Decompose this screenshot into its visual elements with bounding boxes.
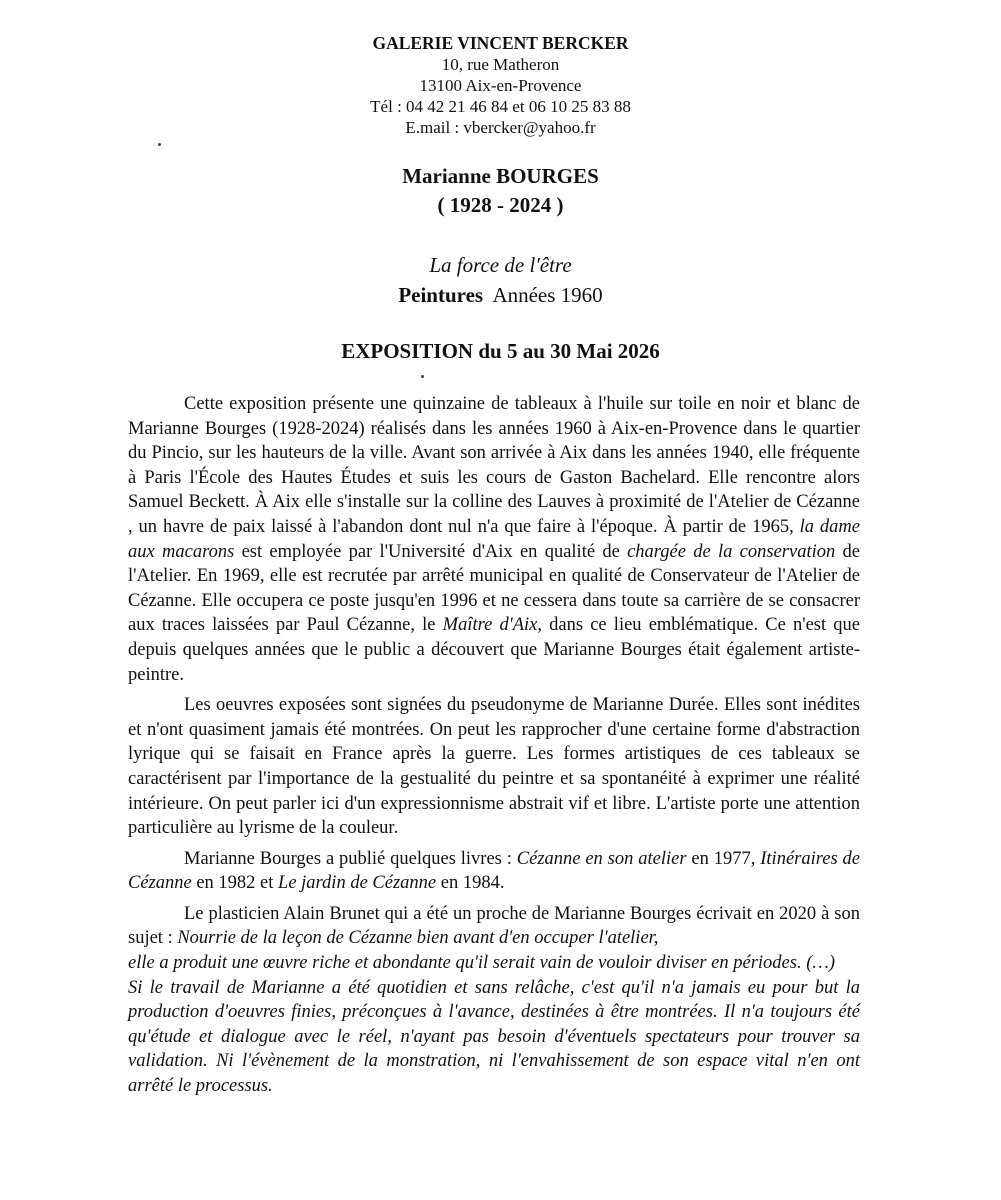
- p4-intro: Le plasticien Alain Brunet qui a été un proche de Marianne Bourges écrivait en 2020 à son sujet :: [128, 903, 860, 949]
- p3-text-c: en 1977,: [686, 848, 761, 869]
- book-title-1: Cézanne en son atelier: [516, 848, 687, 869]
- works-label: Peintures: [398, 283, 484, 307]
- gallery-street: 10, rue Matheron: [441, 55, 560, 74]
- exhibition-title: EXPOSITION du 5 au 30 Mai 2026: [341, 339, 660, 363]
- subtitle-block: [0, 250, 1001, 310]
- quote-line-2: [128, 951, 860, 976]
- works-line: [0, 280, 1001, 310]
- speck-mark: [158, 143, 161, 146]
- gallery-city: 13100 Aix-en-Provence: [419, 76, 582, 95]
- p3-text-a: Marianne Bourges a publié quelques livres :: [184, 848, 517, 869]
- paragraph-2: Les oeuvres exposées sont signées du pseudonyme de Marianne Durée. Elles sont inédites et n'ont quasiment jamais été montrées. On peut les rapprocher d'une certaine forme d'abstraction lyrique qui se faisait en France après la guerre. Les formes artistiques de ces tableaux se caractérisent par l'importance de la gestualité du peintre et sa spontanéité à exprimer une réalité intérieure. On peut parler ici d'un expressionnisme abstrait vif et libre. L'artiste porte une attention particulière au lyrisme de la couleur.: [128, 695, 860, 839]
- p1-italic-maitre: Maître d'Aix,: [442, 615, 542, 636]
- p1-text-a: Cette exposition présente une quinzaine de tableaux à l'huile sur toile en noir et blanc de Marianne Bourges (1928-2024) réalisés dans les années 1960 à Aix-en-Provence dans le quartier du Pincio, sur les hauteurs de la ville. Avant son arrivée à Aix dans les années 1940, elle fréquente à Paris l'École des Hautes Études et suis les cours de Gaston Bachelard. Elle rencontre alors Samuel Beckett. À Aix elle s'installe sur la colline des Lauves à proximité de l'Atelier de Cézanne , un havre de paix laissé à l'abandon dont nul n'a que faire à l'époque. À partir de 1965,: [128, 394, 860, 537]
- works-period: Années 1960: [492, 283, 603, 307]
- gallery-phone: Tél : 04 42 21 46 84 et 06 10 25 83 88: [370, 97, 631, 116]
- speck-mark: [421, 375, 424, 378]
- paragraph-1: [128, 392, 860, 687]
- quote-line-3-text: Si le travail de Marianne a été quotidien et sans relâche, c'est qu'il n'a jamais eu pour but la production d'oeuvres finies, préconçues à l'avance, destinées à être montrées. Il n'a toujours été qu'étude et dialogue avec le réel, n'ayant pas besoin d'éventuels spectateurs pour trouver sa validation. Ni l'évènement de la monstration, ni l'envahissement de son espace vital n'en ont arrêté le processus.: [128, 977, 860, 1097]
- paragraph-4: [128, 902, 860, 951]
- book-title-2: Itinéraires de Cézanne: [128, 848, 860, 894]
- p3-text-e: en 1982 et: [191, 873, 279, 894]
- quote-line-1: Nourrie de la leçon de Cézanne bien avant d'en occuper l'atelier,: [177, 928, 659, 949]
- p1-italic-nickname: la dame aux macarons: [128, 516, 860, 562]
- book-title-3: Le jardin de Cézanne: [278, 873, 437, 894]
- quote-block: [128, 976, 860, 1099]
- paragraph-3: [128, 847, 860, 896]
- exhibition-tagline: La force de l'être: [429, 253, 572, 277]
- gallery-name: GALERIE VINCENT BERCKER: [372, 33, 629, 53]
- p3-text-g: en 1984.: [436, 873, 505, 894]
- gallery-email: E.mail : vbercker@yahoo.fr: [405, 118, 596, 137]
- artist-block: [0, 162, 1001, 220]
- gallery-header: [0, 33, 1001, 138]
- artist-dates: ( 1928 - 2024 ): [437, 193, 564, 217]
- p1-text-c: est employée par l'Université d'Aix en qualité de: [234, 541, 628, 562]
- quote-line-2-text: elle a produit une œuvre riche et abondante qu'il serait vain de vouloir diviser en périodes. (…): [128, 953, 835, 974]
- artist-name: Marianne BOURGES: [402, 164, 599, 188]
- body-text: [128, 392, 860, 1099]
- p1-italic-role: chargée de la conservation: [627, 541, 836, 562]
- p1-text-e: de l'Atelier. En 1969, elle est recrutée par arrêté municipal en qualité de Conservateur de l'Atelier de Cézanne. Elle occupera ce poste jusqu'en 1996 et ne cessera dans toute sa carrière de se consacrer aux traces laissées par Paul Cézanne, le: [128, 541, 860, 636]
- p1-text-g: dans ce lieu emblématique. Ce n'est que depuis quelques années que le public a découvert que Marianne Bourges était également artiste-peintre.: [128, 615, 861, 685]
